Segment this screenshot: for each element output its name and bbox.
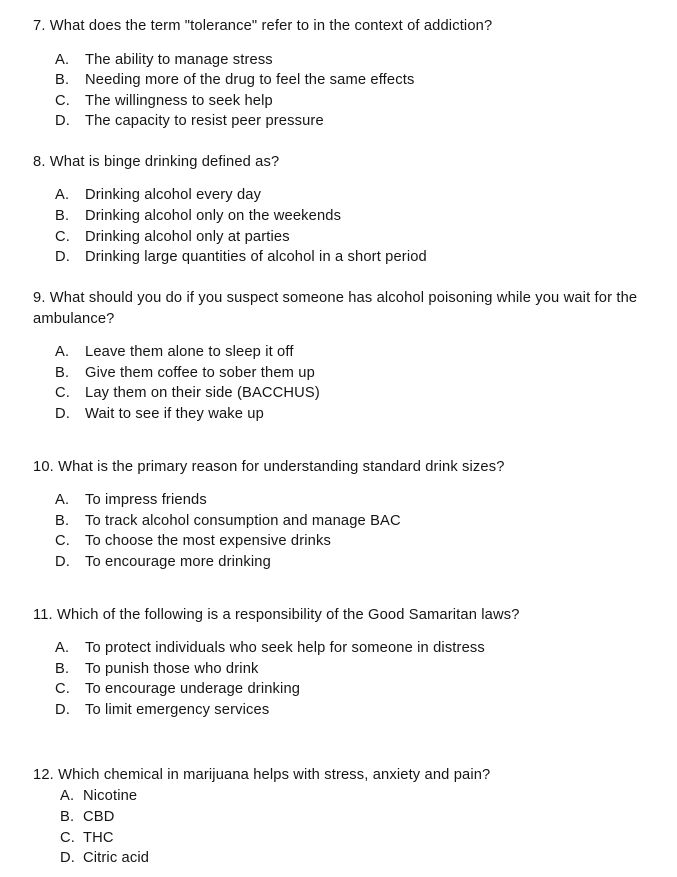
question-block-10 (33, 425, 657, 573)
option-letter: C. (60, 829, 75, 846)
option-text: To protect individuals who seek help for someone in distress (85, 640, 485, 656)
question-block-9 (33, 268, 657, 425)
option-item[interactable] (33, 404, 657, 425)
question-block-11 (33, 573, 657, 721)
option-item[interactable] (33, 848, 657, 869)
option-item[interactable] (33, 185, 657, 206)
option-list-8 (33, 185, 657, 267)
option-letter: D. (55, 553, 70, 570)
option-item[interactable] (33, 638, 657, 659)
option-text: The ability to manage stress (85, 51, 273, 68)
option-text: Leave them alone to sleep it off (85, 344, 294, 361)
option-letter: D. (55, 113, 70, 130)
option-item[interactable] (33, 247, 657, 268)
option-text: Nicotine (83, 788, 138, 805)
option-item[interactable] (33, 786, 657, 807)
option-item[interactable] (33, 227, 657, 248)
question-text-9: 9. What should you do if you suspect someone has alcohol poisoning while you wait for the ambulance? (33, 289, 638, 327)
option-item[interactable] (33, 206, 657, 227)
option-item[interactable] (33, 700, 657, 721)
option-letter: A. (55, 51, 70, 68)
option-letter: D. (55, 701, 70, 718)
option-letter: A. (55, 492, 70, 509)
option-item[interactable] (33, 807, 657, 828)
question-text-7: 7. What does the term "tolerance" refer to in the context of addiction? (33, 18, 493, 34)
option-text: Drinking alcohol only at parties (85, 228, 290, 245)
option-text: Drinking large quantities of alcohol in a short period (85, 249, 427, 266)
option-letter: C. (55, 92, 70, 109)
question-text-12: 12. Which chemical in marijuana helps with stress, anxiety and pain? (33, 767, 491, 784)
option-letter: C. (55, 228, 70, 245)
option-list-10 (33, 490, 657, 572)
option-text: To track alcohol consumption and manage BAC (85, 512, 401, 529)
option-item[interactable] (33, 511, 657, 532)
option-letter: C. (55, 533, 70, 550)
option-letter: A. (55, 187, 70, 204)
option-letter: D. (55, 249, 70, 266)
option-text: To encourage more drinking (85, 553, 271, 570)
option-text: Drinking alcohol every day (85, 187, 262, 204)
option-list-9 (33, 342, 657, 424)
option-text: Wait to see if they wake up (85, 406, 264, 423)
option-letter: A. (55, 344, 70, 361)
question-block-12 (33, 720, 657, 868)
option-item[interactable] (33, 659, 657, 680)
option-item[interactable] (33, 91, 657, 112)
option-text: THC (83, 829, 114, 846)
option-letter: B. (55, 72, 70, 89)
question-text-10: 10. What is the primary reason for understanding standard drink sizes? (33, 458, 505, 475)
quiz-question-list (33, 16, 657, 869)
option-list-11 (33, 638, 657, 720)
option-text: Needing more of the drug to feel the same effects (85, 72, 415, 89)
question-block-8 (33, 132, 657, 268)
question-block-7 (33, 16, 657, 132)
option-text: To choose the most expensive drinks (85, 533, 331, 550)
question-text-11: 11. Which of the following is a responsibility of the Good Samaritan laws? (33, 606, 520, 623)
option-text: CBD (83, 808, 115, 825)
option-list-12 (33, 786, 657, 868)
option-text: Lay them on their side (BACCHUS) (85, 385, 320, 402)
option-letter: B. (55, 660, 70, 677)
question-text-8: 8. What is binge drinking defined as? (33, 153, 280, 170)
option-item[interactable] (33, 363, 657, 384)
option-text: To limit emergency services (85, 701, 270, 718)
option-item[interactable] (33, 50, 657, 71)
option-item[interactable] (33, 383, 657, 404)
option-item[interactable] (33, 531, 657, 552)
option-letter: D. (55, 406, 70, 423)
option-letter: B. (55, 512, 70, 529)
option-letter: C. (55, 385, 70, 402)
option-text: To encourage underage drinking (85, 681, 301, 698)
option-list-7 (33, 50, 657, 132)
option-text: To impress friends (85, 492, 207, 509)
option-item[interactable] (33, 552, 657, 573)
option-item[interactable] (33, 490, 657, 511)
option-item[interactable] (33, 70, 657, 91)
option-item[interactable] (33, 679, 657, 700)
option-letter: C. (55, 681, 70, 698)
option-text: Drinking alcohol only on the weekends (85, 207, 342, 224)
option-letter: B. (55, 207, 70, 224)
option-item[interactable] (33, 111, 657, 132)
option-letter: B. (60, 808, 75, 825)
option-text: Give them coffee to sober them up (85, 364, 315, 381)
option-item[interactable] (33, 342, 657, 363)
option-item[interactable] (33, 828, 657, 849)
option-text: To punish those who drink (85, 660, 259, 677)
option-letter: A. (60, 788, 75, 805)
option-text: Citric acid (83, 850, 150, 867)
option-letter: A. (55, 640, 70, 656)
option-text: The willingness to seek help (85, 92, 273, 109)
option-letter: D. (60, 850, 75, 867)
option-text: The capacity to resist peer pressure (85, 113, 324, 130)
option-letter: B. (55, 364, 70, 381)
